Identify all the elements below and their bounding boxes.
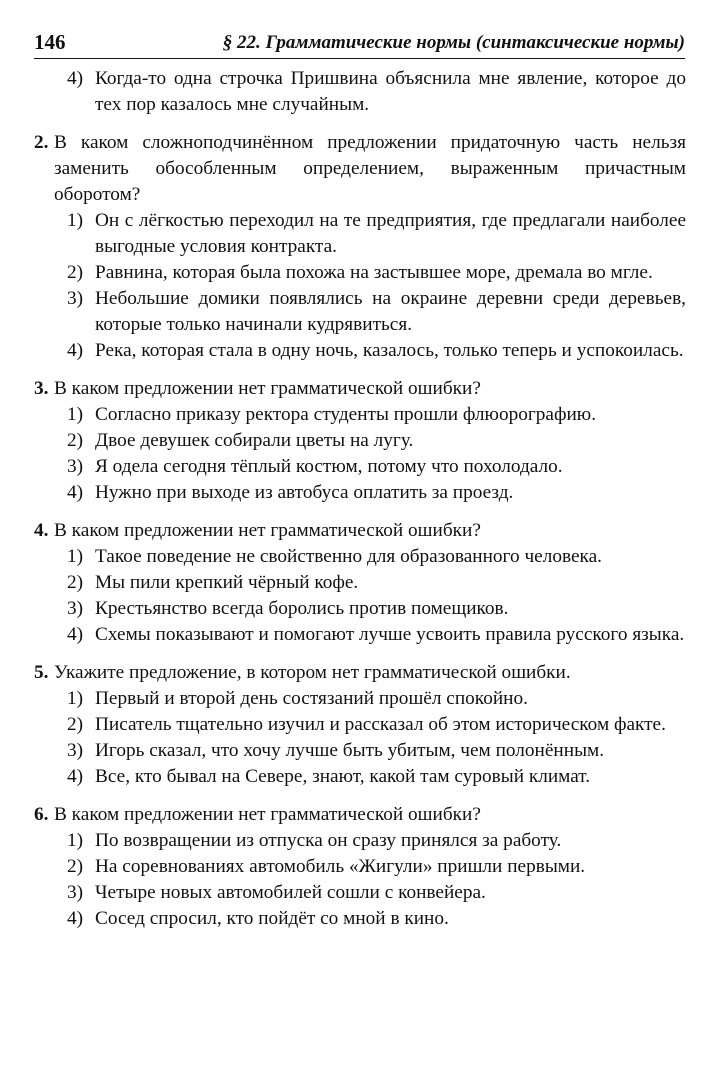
option-number: 3) bbox=[67, 456, 84, 477]
question-number: 4. bbox=[34, 520, 49, 541]
question-list bbox=[34, 130, 686, 932]
question-text: В каком сложноподчинённом предложении придаточную часть нельзя заменить обособленным определением, выраженным причастным оборотом? bbox=[54, 132, 686, 205]
option-number: 3) bbox=[67, 288, 84, 309]
page-header bbox=[34, 30, 685, 59]
option-text: Мы пили крепкий чёрный кофе. bbox=[95, 572, 359, 593]
option-text: Равнина, которая была похожа на застывшее море, дремала во мгле. bbox=[95, 262, 653, 283]
option-number: 2) bbox=[67, 572, 84, 593]
option-number: 4) bbox=[67, 482, 84, 503]
answer-option bbox=[34, 570, 686, 596]
question-block bbox=[34, 518, 686, 648]
option-text: Крестьянство всегда боролись против помещиков. bbox=[95, 598, 509, 619]
option-text: Писатель тщательно изучил и рассказал об этом историческом факте. bbox=[95, 714, 666, 735]
question-text: Укажите предложение, в котором нет грамматической ошибки. bbox=[54, 662, 571, 683]
running-title: § 22. Грамматические нормы (синтаксические нормы) bbox=[222, 32, 685, 53]
option-number: 1) bbox=[67, 830, 84, 851]
question-heading bbox=[34, 130, 686, 208]
page-number: 146 bbox=[34, 30, 66, 54]
question-text: В каком предложении нет грамматической ошибки? bbox=[54, 378, 481, 399]
question-heading bbox=[34, 802, 686, 828]
answer-option bbox=[34, 906, 686, 932]
question-heading bbox=[34, 376, 686, 402]
question-block bbox=[34, 660, 686, 790]
answer-option bbox=[34, 880, 686, 906]
option-text: Сосед спросил, кто пойдёт со мной в кино. bbox=[95, 908, 449, 929]
answer-option bbox=[34, 428, 686, 454]
answer-option bbox=[34, 622, 686, 648]
option-text: Небольшие домики появлялись на окраине деревни среди деревьев, которые только начинали кудрявиться. bbox=[95, 288, 686, 335]
option-number: 3) bbox=[67, 882, 84, 903]
question-block bbox=[34, 802, 686, 932]
question-heading bbox=[34, 518, 686, 544]
option-number: 2) bbox=[67, 262, 84, 283]
answer-option bbox=[34, 286, 686, 338]
option-number: 4) bbox=[67, 908, 84, 929]
option-number: 1) bbox=[67, 210, 84, 231]
question-text: В каком предложении нет грамматической ошибки? bbox=[54, 804, 481, 825]
option-number: 3) bbox=[67, 598, 84, 619]
answer-option bbox=[34, 854, 686, 880]
answer-option bbox=[34, 402, 686, 428]
option-text: Игорь сказал, что хочу лучше быть убитым, чем полонённым. bbox=[95, 740, 605, 761]
question-block bbox=[34, 130, 686, 364]
option-text: Все, кто бывал на Севере, знают, какой там суровый климат. bbox=[95, 766, 591, 787]
option-text: По возвращении из отпуска он сразу принялся за работу. bbox=[95, 830, 562, 851]
option-number: 2) bbox=[67, 714, 84, 735]
answer-option bbox=[34, 454, 686, 480]
option-number: 3) bbox=[67, 740, 84, 761]
option-text: Схемы показывают и помогают лучше усвоить правила русского языка. bbox=[95, 624, 685, 645]
answer-option bbox=[34, 596, 686, 622]
option-number: 4) bbox=[67, 340, 84, 361]
option-number: 1) bbox=[67, 688, 84, 709]
question-number: 2. bbox=[34, 132, 49, 153]
answer-option bbox=[34, 260, 686, 286]
answer-option bbox=[34, 544, 686, 570]
option-text: Такое поведение не свойственно для образованного человека. bbox=[95, 546, 602, 567]
option-text: Четыре новых автомобилей сошли с конвейера. bbox=[95, 882, 486, 903]
answer-option bbox=[34, 338, 686, 364]
option-text: Согласно приказу ректора студенты прошли флюорографию. bbox=[95, 404, 597, 425]
question-number: 6. bbox=[34, 804, 49, 825]
question-number: 5. bbox=[34, 662, 49, 683]
option-number: 4) bbox=[67, 624, 84, 645]
answer-option bbox=[34, 738, 686, 764]
option-text: На соревнованиях автомобиль «Жигули» пришли первыми. bbox=[95, 856, 586, 877]
option-text: Когда-то одна строчка Пришвина объяснила мне явление, которое до тех пор казалось мне случайным. bbox=[95, 68, 686, 115]
option-number: 2) bbox=[67, 430, 84, 451]
page-content bbox=[34, 66, 686, 944]
question-text: В каком предложении нет грамматической ошибки? bbox=[54, 520, 481, 541]
option-number: 4) bbox=[67, 68, 84, 89]
answer-option bbox=[34, 712, 686, 738]
option-text: Нужно при выходе из автобуса оплатить за проезд. bbox=[95, 482, 514, 503]
question-number: 3. bbox=[34, 378, 49, 399]
option-text: Первый и второй день состязаний прошёл спокойно. bbox=[95, 688, 528, 709]
option-text: Я одела сегодня тёплый костюм, потому что похолодало. bbox=[95, 456, 563, 477]
option-number: 1) bbox=[67, 546, 84, 567]
question-heading bbox=[34, 660, 686, 686]
continued-option bbox=[34, 66, 686, 118]
option-text: Двое девушек собирали цветы на лугу. bbox=[95, 430, 414, 451]
answer-option bbox=[34, 686, 686, 712]
option-text: Он с лёгкостью переходил на те предприятия, где предлагали наиболее выгодные условия контракта. bbox=[95, 210, 686, 257]
option-number: 4) bbox=[67, 766, 84, 787]
answer-option bbox=[34, 480, 686, 506]
answer-option bbox=[34, 828, 686, 854]
option-text: Река, которая стала в одну ночь, казалось, только теперь и успокоилась. bbox=[95, 340, 684, 361]
option-number: 2) bbox=[67, 856, 84, 877]
question-block bbox=[34, 376, 686, 506]
answer-option bbox=[34, 208, 686, 260]
option-number: 1) bbox=[67, 404, 84, 425]
answer-option bbox=[34, 764, 686, 790]
